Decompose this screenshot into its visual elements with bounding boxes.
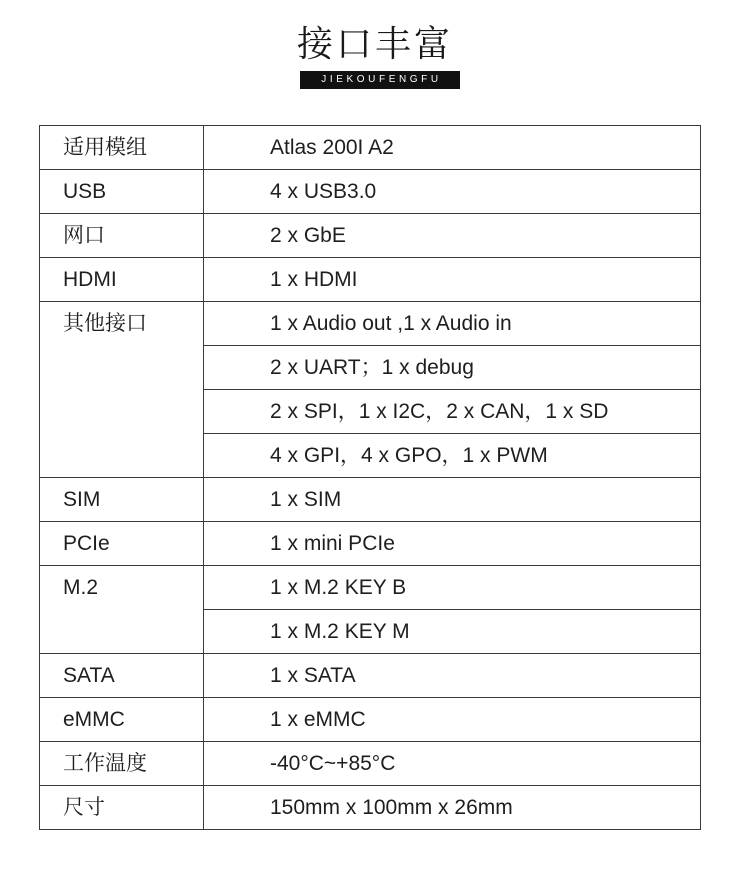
row-value: 150mm x 100mm x 26mm bbox=[204, 786, 701, 830]
row-value: -40°C~+85°C bbox=[204, 742, 701, 786]
table-row bbox=[40, 786, 701, 830]
row-value: 1 x mini PCIe bbox=[204, 522, 701, 566]
table-row bbox=[40, 522, 701, 566]
row-value: 1 x eMMC bbox=[204, 698, 701, 742]
row-value: 2 x UART；1 x debug bbox=[204, 346, 701, 390]
row-value: 2 x SPI，1 x I2C，2 x CAN，1 x SD bbox=[204, 390, 701, 434]
table-row bbox=[40, 478, 701, 522]
row-label: PCIe bbox=[40, 522, 204, 566]
table-row bbox=[40, 566, 701, 610]
row-value: 1 x SATA bbox=[204, 654, 701, 698]
row-label: 其他接口 bbox=[40, 302, 204, 478]
row-value: 1 x M.2 KEY M bbox=[204, 610, 701, 654]
row-value: 1 x HDMI bbox=[204, 258, 701, 302]
table-row bbox=[40, 698, 701, 742]
spec-table bbox=[39, 125, 701, 830]
row-label: 网口 bbox=[40, 214, 204, 258]
page-title: 接口丰富 bbox=[296, 23, 453, 64]
table-row bbox=[40, 170, 701, 214]
row-value: 4 x GPI，4 x GPO，1 x PWM bbox=[204, 434, 701, 478]
row-label: SATA bbox=[40, 654, 204, 698]
table-row bbox=[40, 126, 701, 170]
subtitle-banner: JIEKOUFENGFU bbox=[300, 71, 460, 89]
row-label: USB bbox=[40, 170, 204, 214]
table-row bbox=[40, 654, 701, 698]
row-label: 尺寸 bbox=[40, 786, 204, 830]
table-row bbox=[40, 258, 701, 302]
table-row bbox=[40, 302, 701, 346]
row-label: HDMI bbox=[40, 258, 204, 302]
row-label: 适用模组 bbox=[40, 126, 204, 170]
row-value: 1 x M.2 KEY B bbox=[204, 566, 701, 610]
row-label: SIM bbox=[40, 478, 204, 522]
row-label: M.2 bbox=[40, 566, 204, 654]
row-label: eMMC bbox=[40, 698, 204, 742]
row-value: 2 x GbE bbox=[204, 214, 701, 258]
table-row bbox=[40, 214, 701, 258]
row-value: Atlas 200I A2 bbox=[204, 126, 701, 170]
row-value: 1 x SIM bbox=[204, 478, 701, 522]
row-value: 4 x USB3.0 bbox=[204, 170, 701, 214]
row-value: 1 x Audio out ,1 x Audio in bbox=[204, 302, 701, 346]
row-label: 工作温度 bbox=[40, 742, 204, 786]
table-row bbox=[40, 742, 701, 786]
